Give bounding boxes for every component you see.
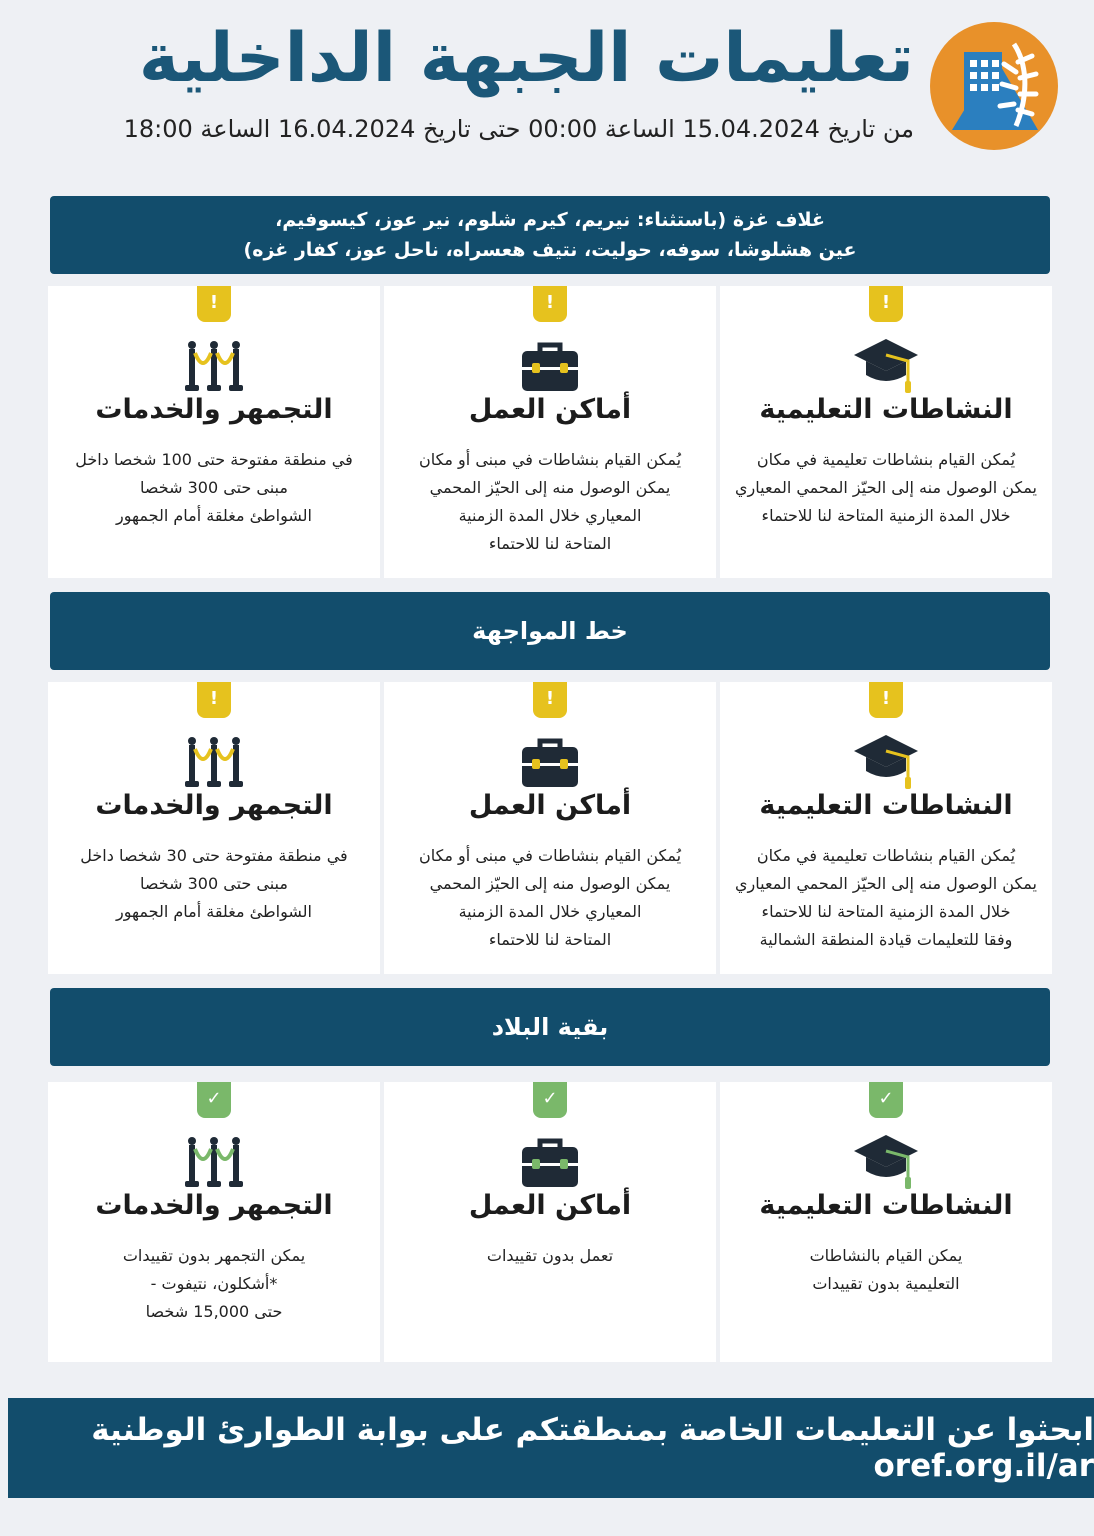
card-title: النشاطات التعليمية xyxy=(759,1190,1013,1221)
card-grid-rest-of-country xyxy=(48,1082,1052,1362)
instruction-card xyxy=(720,1082,1052,1362)
card-text-line: في منطقة مفتوحة حتى 100 شخصا داخل xyxy=(75,450,353,469)
banner-label: خط المواجهة xyxy=(472,617,628,645)
stanchion-icon xyxy=(48,1128,380,1198)
graduation-cap-icon xyxy=(720,1128,1052,1198)
instruction-card xyxy=(720,286,1052,578)
logo-emblem-icon xyxy=(930,22,1058,150)
card-title: التجمهر والخدمات xyxy=(95,790,333,821)
card-grid-frontline xyxy=(48,682,1052,974)
card-text-line: يُمكن القيام بنشاطات في مبنى أو مكان xyxy=(418,846,682,865)
warning-badge-icon: ! xyxy=(197,286,231,322)
validity-period: من تاريخ 15.04.2024 الساعة 00:00 حتى تاريخ 16.04.2024 الساعة 18:00 xyxy=(123,115,914,143)
region-banner-rest-of-country xyxy=(50,988,1050,1066)
warning-badge-icon: ! xyxy=(533,682,567,718)
instruction-card xyxy=(48,1082,380,1362)
warning-badge-icon: ! xyxy=(197,682,231,718)
card-text-line: المتاحة لنا للاحتماء xyxy=(488,534,612,553)
card-text-line: المتاحة لنا للاحتماء xyxy=(488,930,612,949)
header xyxy=(0,0,1094,170)
card-text xyxy=(730,842,1042,954)
footer-link-banner[interactable] xyxy=(8,1398,1094,1498)
instruction-card xyxy=(720,682,1052,974)
graduation-cap-icon xyxy=(720,332,1052,402)
card-text-line: يمكن القيام بالنشاطات xyxy=(809,1246,963,1265)
card-text xyxy=(730,1242,1042,1298)
card-title: أماكن العمل xyxy=(468,790,632,821)
card-text-line: يمكن التجمهر بدون تقييدات xyxy=(122,1246,306,1265)
banner-line: عين هشلوشا، سوفه، حوليت، نتيف هعسراه، ناحل عوز، كفار غزه) xyxy=(243,239,857,261)
card-title: التجمهر والخدمات xyxy=(95,1190,333,1221)
region-banner-gaza-envelope xyxy=(50,196,1050,274)
card-text-line: مبنى حتى 300 شخصا xyxy=(140,874,288,893)
card-text-line: المعياري خلال المدة الزمنية xyxy=(458,506,642,525)
card-text-line: خلال المدة الزمنية المتاحة لنا للاحتماء xyxy=(761,902,1011,921)
card-text xyxy=(58,1242,370,1326)
card-title: النشاطات التعليمية xyxy=(759,790,1013,821)
card-text-line: يُمكن القيام بنشاطات تعليمية في مكان xyxy=(756,846,1016,865)
stanchion-icon xyxy=(48,728,380,798)
briefcase-icon xyxy=(384,1128,716,1198)
card-title: التجمهر والخدمات xyxy=(95,394,333,425)
card-text-line: المعياري خلال المدة الزمنية xyxy=(458,902,642,921)
instruction-card xyxy=(384,286,716,578)
card-text-line: خلال المدة الزمنية المتاحة لنا للاحتماء xyxy=(761,506,1011,525)
card-text-line: يُمكن القيام بنشاطات تعليمية في مكان xyxy=(756,450,1016,469)
card-text-line: تعمل بدون تقييدات xyxy=(486,1246,614,1265)
card-grid-gaza-envelope xyxy=(48,286,1052,578)
card-text-line: يمكن الوصول منه إلى الحيّز المحمي xyxy=(429,478,671,497)
card-text-line: التعليمية بدون تقييدات xyxy=(812,1274,960,1293)
check-badge-icon: ✓ xyxy=(533,1082,567,1118)
stanchion-icon xyxy=(48,332,380,402)
card-title: أماكن العمل xyxy=(468,394,632,425)
card-text xyxy=(394,446,706,558)
card-text-line: وفقا للتعليمات قيادة المنطقة الشمالية xyxy=(759,930,1013,949)
card-text-line: يمكن الوصول منه إلى الحيّز المحمي المعياري xyxy=(735,874,1037,893)
check-badge-icon: ✓ xyxy=(869,1082,903,1118)
briefcase-icon xyxy=(384,728,716,798)
card-text-line: في منطقة مفتوحة حتى 30 شخصا داخل xyxy=(80,846,348,865)
region-banner-frontline xyxy=(50,592,1050,670)
page-title: تعليمات الجبهة الداخلية xyxy=(138,19,914,98)
card-text-line: حتى 15,000 شخصا xyxy=(145,1302,283,1321)
card-title: النشاطات التعليمية xyxy=(759,394,1013,425)
card-text xyxy=(394,1242,706,1270)
card-title: أماكن العمل xyxy=(468,1190,632,1221)
card-text xyxy=(58,842,370,926)
instruction-card xyxy=(384,682,716,974)
banner-label: بقية البلاد xyxy=(491,1013,609,1041)
graduation-cap-icon xyxy=(720,728,1052,798)
instruction-card xyxy=(48,682,380,974)
warning-badge-icon: ! xyxy=(869,286,903,322)
card-text-line: يُمكن القيام بنشاطات في مبنى أو مكان xyxy=(418,450,682,469)
card-text xyxy=(730,446,1042,530)
card-text-line: يمكن الوصول منه إلى الحيّز المحمي المعياري xyxy=(735,478,1037,497)
card-text-line: *أشكلون، نتيفوت - xyxy=(150,1274,278,1293)
check-badge-icon: ✓ xyxy=(197,1082,231,1118)
warning-badge-icon: ! xyxy=(869,682,903,718)
briefcase-icon xyxy=(384,332,716,402)
card-text-line: مبنى حتى 300 شخصا xyxy=(140,478,288,497)
card-text xyxy=(394,842,706,954)
home-front-command-logo xyxy=(930,22,1058,150)
banner-line: غلاف غزة (باستثناء: نيريم، كيرم شلوم، نير عوز، كيسوفيم، xyxy=(275,209,825,231)
card-text-line: يمكن الوصول منه إلى الحيّز المحمي xyxy=(429,874,671,893)
card-text-line: الشواطئ مغلقة أمام الجمهور xyxy=(116,902,312,921)
instruction-card xyxy=(48,286,380,578)
card-text-line: الشواطئ مغلقة أمام الجمهور xyxy=(116,506,312,525)
warning-badge-icon: ! xyxy=(533,286,567,322)
card-text xyxy=(58,446,370,530)
footer-text[interactable]: ابحثوا عن التعليمات الخاصة بمنطقتكم على بوابة الطوارئ الوطنية oref.org.il/ar xyxy=(91,1412,1094,1484)
instruction-card xyxy=(384,1082,716,1362)
